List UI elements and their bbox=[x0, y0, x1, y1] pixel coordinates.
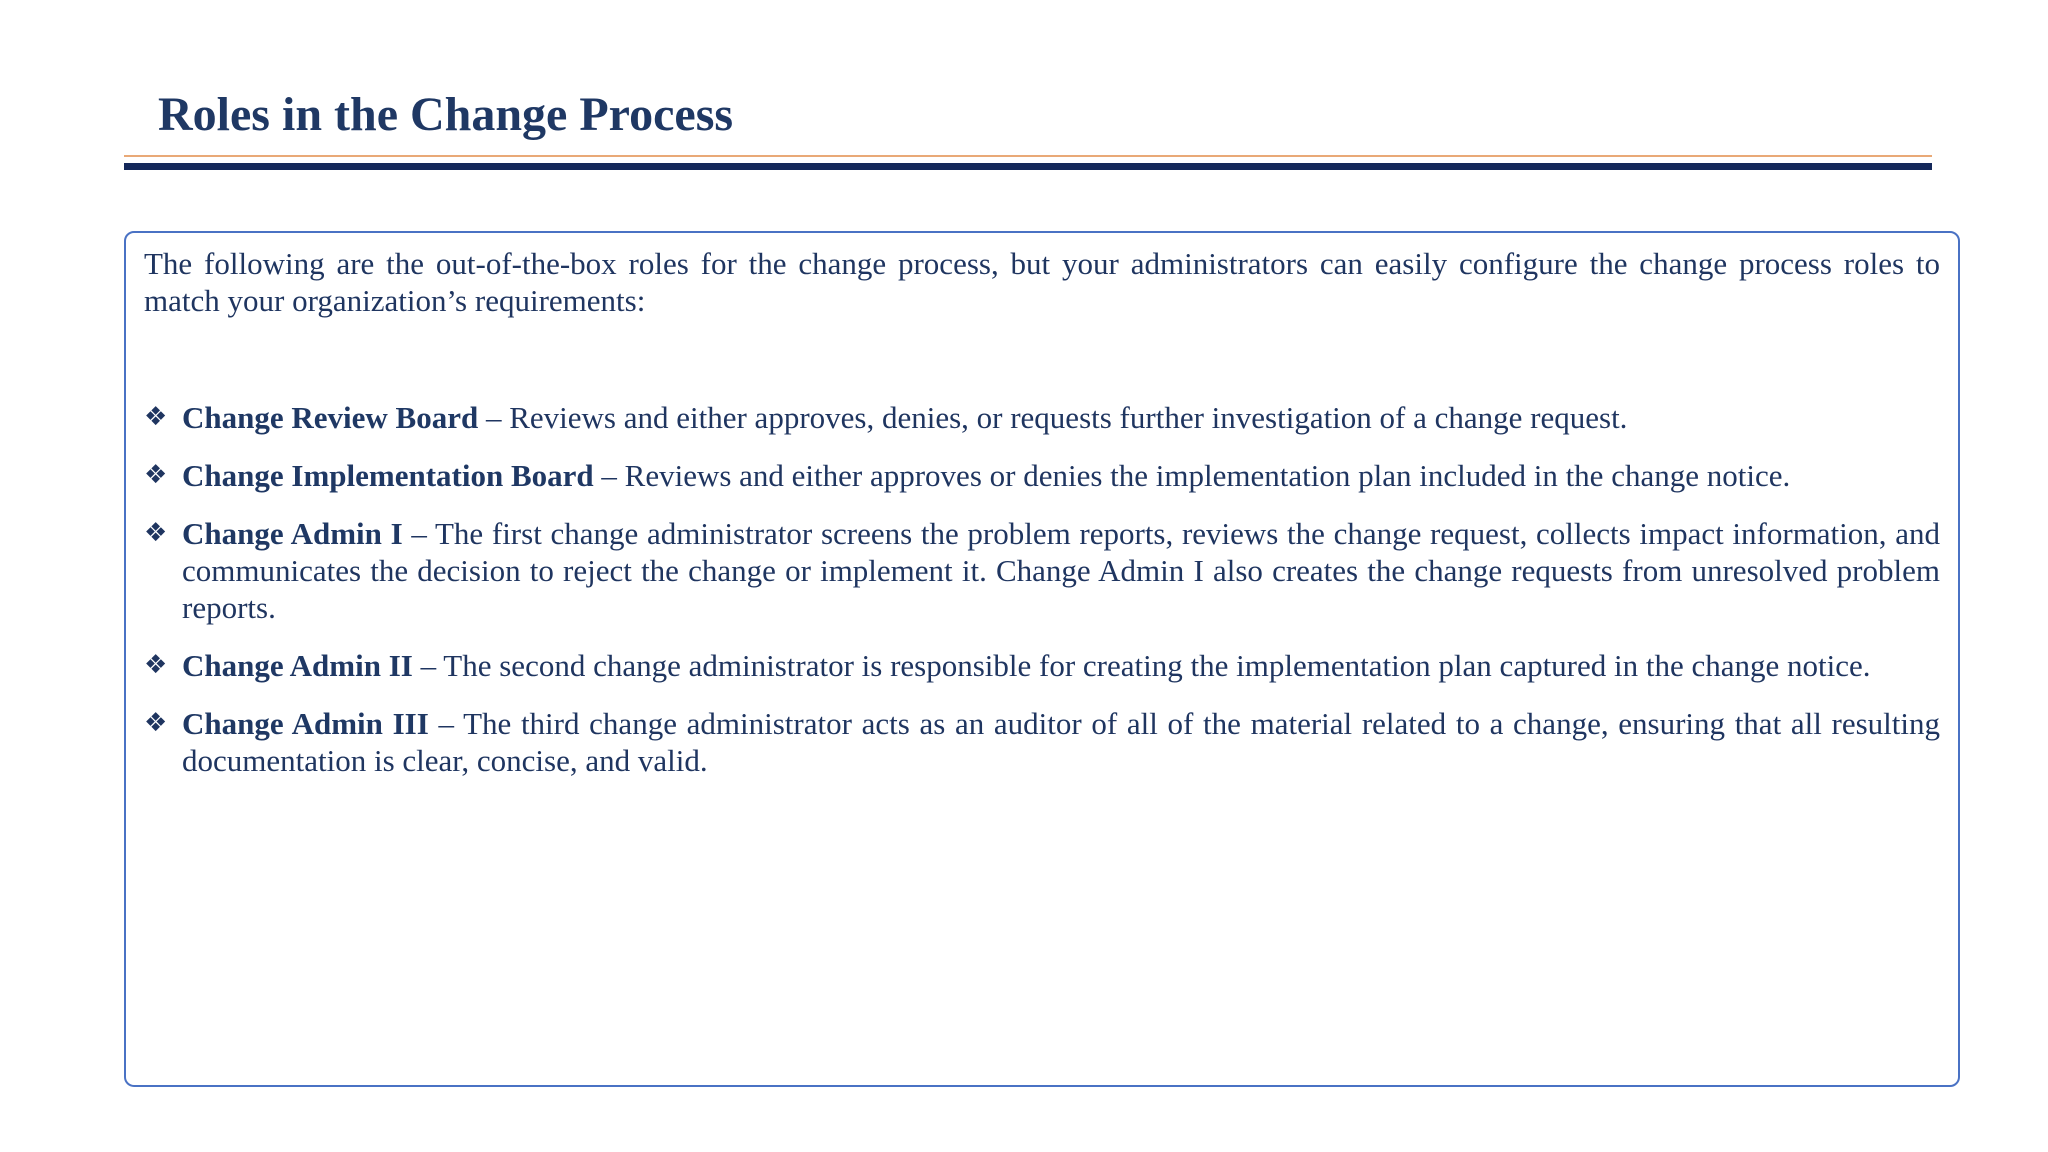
role-item-change-admin-1 bbox=[144, 515, 1940, 626]
diamond-bullet-icon: ❖ bbox=[144, 650, 168, 680]
role-name: Change Admin II bbox=[182, 648, 413, 683]
diamond-bullet-icon: ❖ bbox=[144, 518, 168, 548]
role-description: – The second change administrator is responsible for creating the implementation plan captured in the change notice. bbox=[412, 648, 1871, 683]
intro-paragraph: The following are the out-of-the-box roles for the change process, but your administrators can easily configure the change process roles to match your organization’s requirements: bbox=[144, 246, 1940, 318]
title-underline bbox=[124, 163, 1932, 170]
role-name: Change Review Board bbox=[182, 400, 479, 435]
roles-list bbox=[144, 399, 1940, 779]
title-accent-line bbox=[124, 155, 1932, 157]
role-description: – The third change administrator acts as an auditor of all of the material related to a change, ensuring that all resulting documentation is clear, concise, and valid. bbox=[182, 706, 1940, 778]
slide-title: Roles in the Change Process bbox=[158, 88, 734, 141]
role-item-change-review-board bbox=[144, 399, 1940, 436]
role-description: – Reviews and either approves, denies, or requests further investigation of a change request. bbox=[478, 400, 1628, 435]
diamond-bullet-icon: ❖ bbox=[144, 402, 168, 432]
role-item-change-admin-3 bbox=[144, 705, 1940, 779]
role-description: – Reviews and either approves or denies the implementation plan included in the change notice. bbox=[593, 458, 1791, 493]
role-item-change-implementation-board bbox=[144, 457, 1940, 494]
role-description: – The first change administrator screens the problem reports, reviews the change request, collects impact information, and communicates the decision to reject the change or implement it. Change Admin I also creates the change requests from unresolved problem reports. bbox=[182, 516, 1940, 625]
role-item-change-admin-2 bbox=[144, 647, 1940, 684]
role-name: Change Admin I bbox=[182, 516, 403, 551]
diamond-bullet-icon: ❖ bbox=[144, 708, 168, 738]
diamond-bullet-icon: ❖ bbox=[144, 460, 168, 490]
content-box bbox=[124, 231, 1960, 1087]
role-name: Change Implementation Board bbox=[182, 458, 594, 493]
role-name: Change Admin III bbox=[182, 706, 429, 741]
